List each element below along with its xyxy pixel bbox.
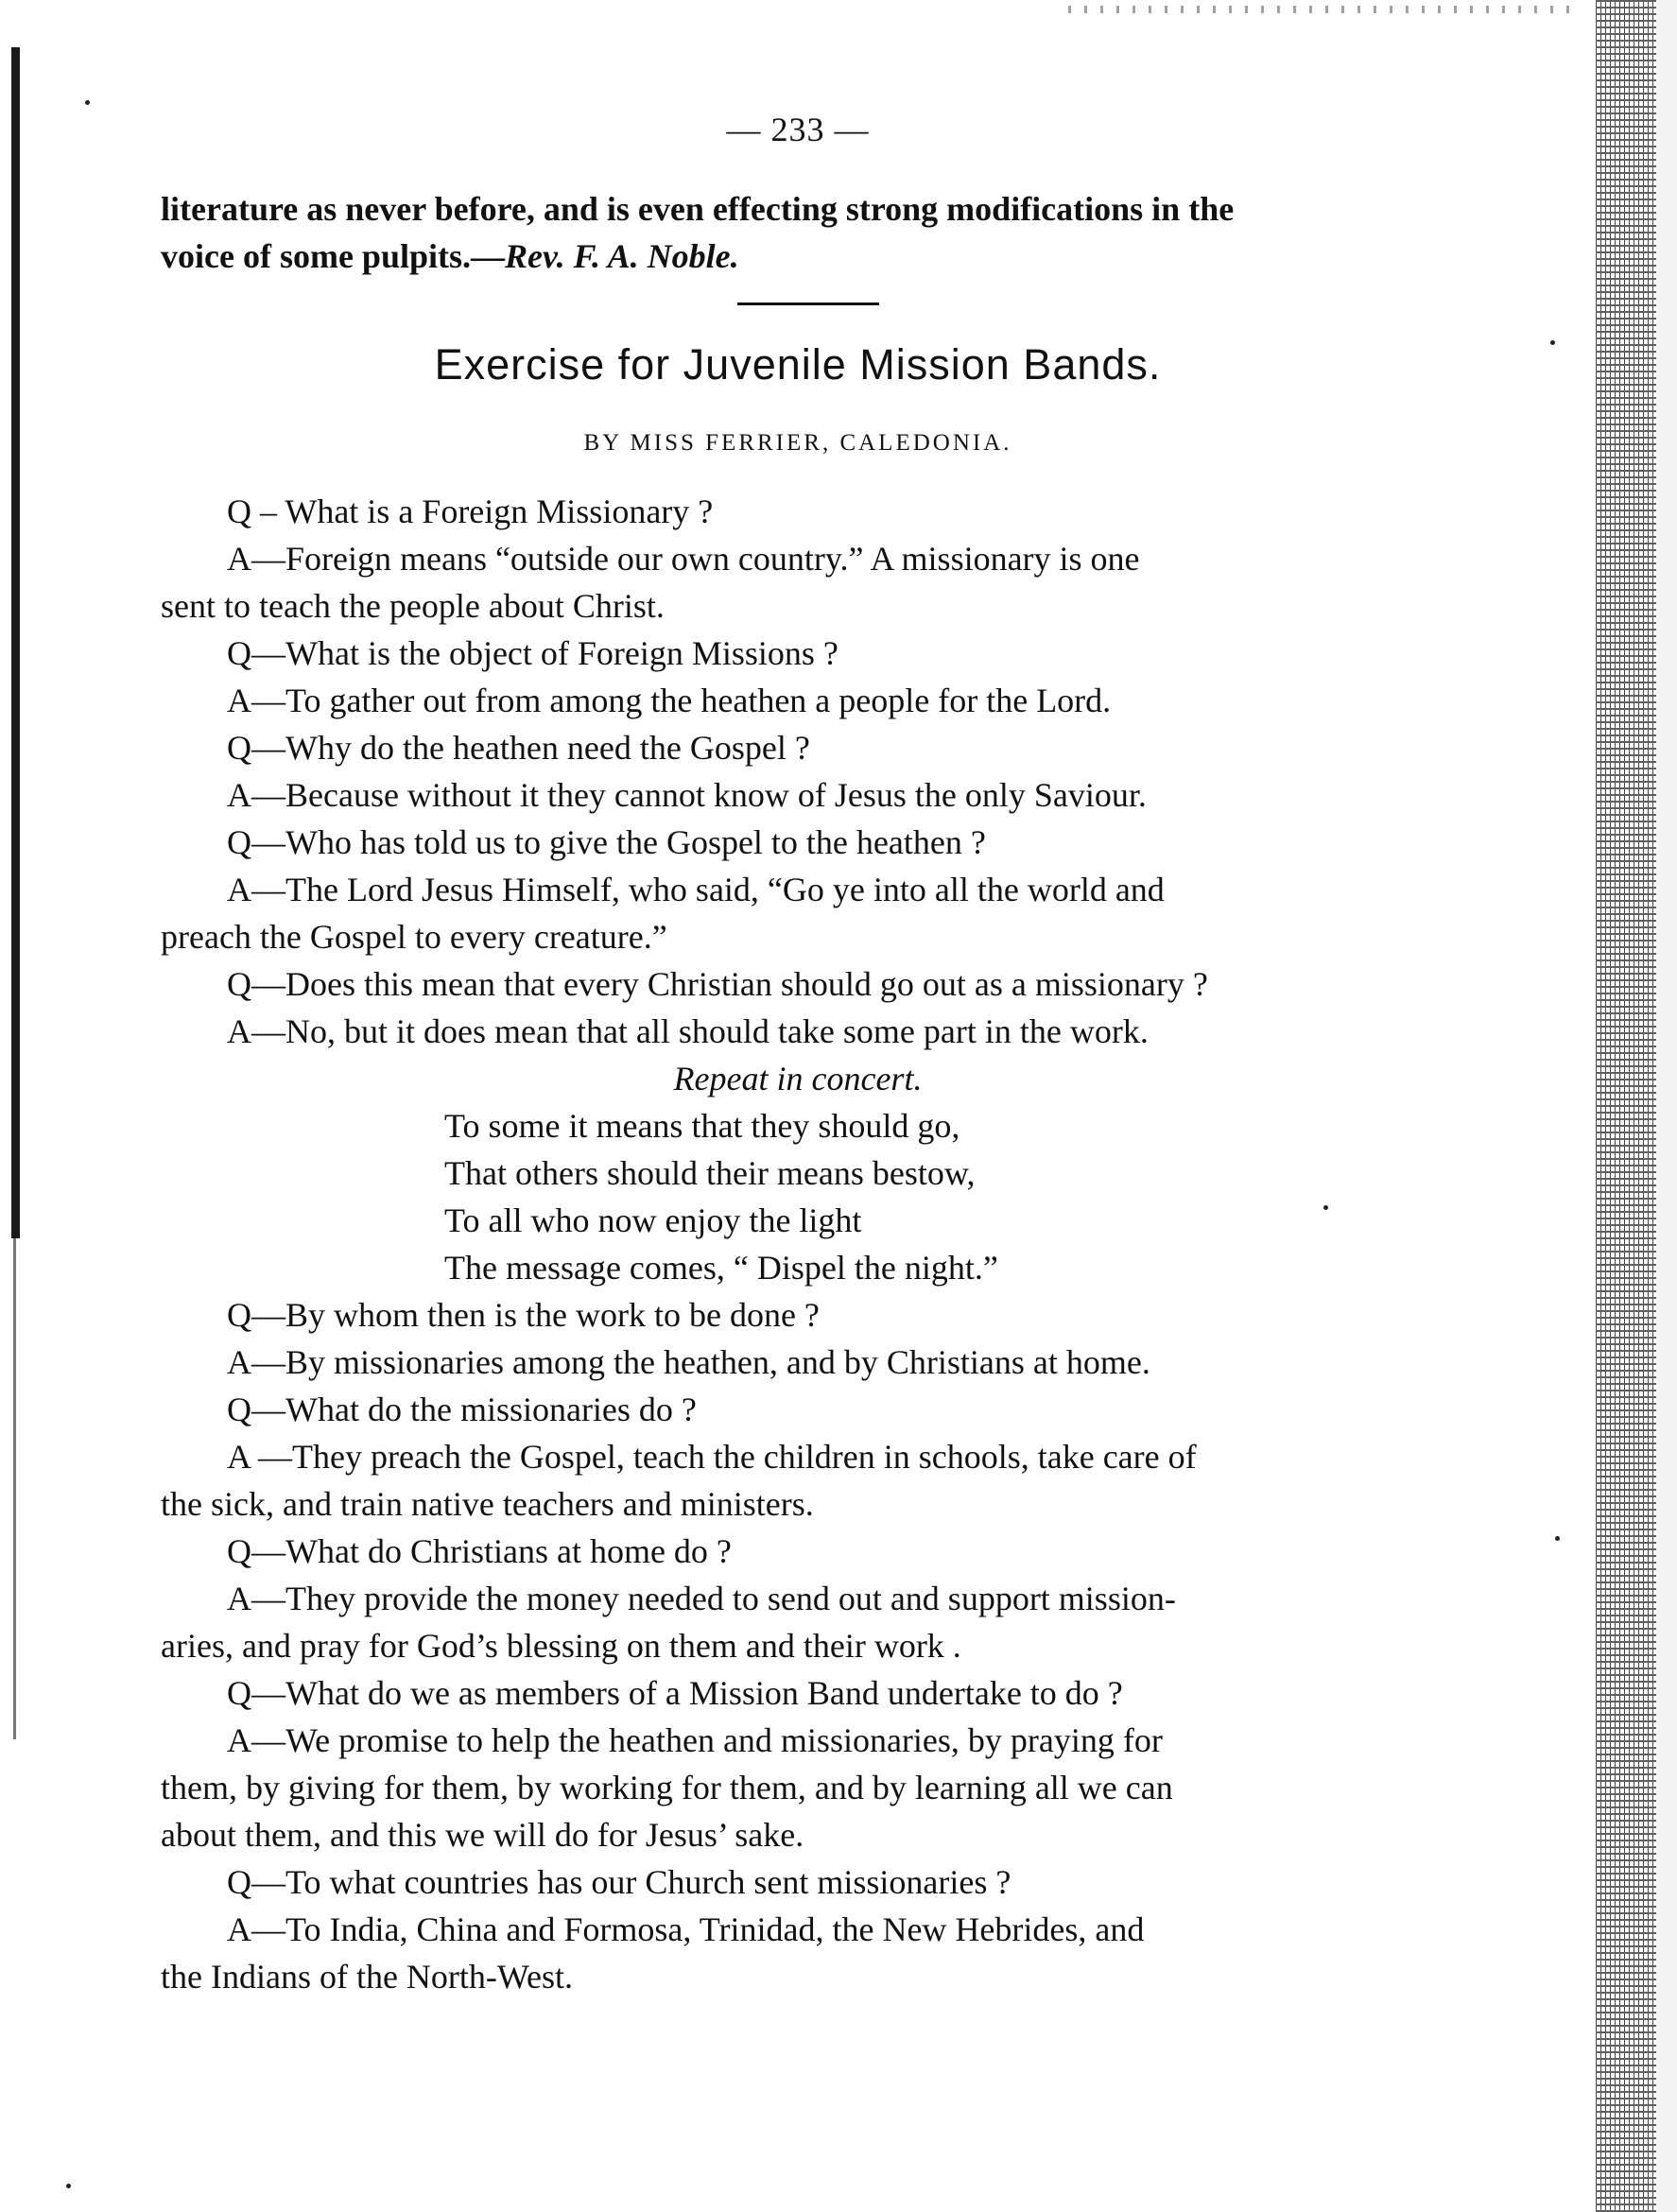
qa-line: them, by giving for them, by working for them, and by learning all we can xyxy=(161,1769,1173,1806)
qa-line: A—Foreign means “outside our own country.” A missionary is one xyxy=(227,540,1140,578)
qa-line: the Indians of the North-West. xyxy=(161,1958,573,1996)
qa-line: Q—What is the object of Foreign Missions ? xyxy=(227,634,838,672)
qa-line: Q—What do we as members of a Mission Band undertake to do ? xyxy=(227,1674,1123,1712)
qa-line: Q—What do Christians at home do ? xyxy=(227,1532,732,1570)
lead-in-line-1: literature as never before, and is even effecting strong modifications in the xyxy=(161,190,1235,228)
qa-line: Q—Who has told us to give the Gospel to the heathen ? xyxy=(227,823,986,861)
qa-line: A—To gather out from among the heathen a people for the Lord. xyxy=(227,682,1112,719)
qa-line: Q – What is a Foreign Missionary ? xyxy=(227,493,714,530)
article-title: Exercise for Juvenile Mission Bands. xyxy=(434,340,1162,389)
qa-line: A —They preach the Gospel, teach the children in schools, take care of xyxy=(227,1438,1197,1476)
qa-line: A—No, but it does mean that all should take some part in the work. xyxy=(227,1012,1149,1050)
qa-line: A—They provide the money needed to send out and support mission- xyxy=(227,1580,1176,1617)
qa-line: preach the Gospel to every creature.” xyxy=(161,918,667,956)
verse-line: That others should their means bestow, xyxy=(444,1154,976,1192)
qa-line: sent to teach the people about Christ. xyxy=(161,587,665,625)
section-divider xyxy=(737,302,879,305)
qa-line: A—To India, China and Formosa, Trinidad, the New Hebrides, and xyxy=(227,1910,1145,1948)
qa-line: Q—To what countries has our Church sent missionaries ? xyxy=(227,1863,1011,1901)
article-byline: BY MISS FERRIER, CALEDONIA. xyxy=(583,430,1012,456)
qa-line: the sick, and train native teachers and ministers. xyxy=(161,1485,814,1523)
qa-line: A—We promise to help the heathen and missionaries, by praying for xyxy=(227,1721,1163,1759)
scan-right-margin xyxy=(1656,0,1677,2212)
verse-line: The message comes, “ Dispel the night.” xyxy=(444,1249,998,1287)
verse-line: To some it means that they should go, xyxy=(444,1107,960,1145)
speck xyxy=(66,2184,71,2188)
scan-left-edge-faint xyxy=(13,1238,16,1739)
lead-in-text: voice of some pulpits.— xyxy=(161,237,505,275)
lead-in-attribution: Rev. F. A. Noble. xyxy=(505,237,739,275)
qa-line: Q—By whom then is the work to be done ? xyxy=(227,1296,820,1334)
qa-line: A—By missionaries among the heathen, and by Christians at home. xyxy=(227,1343,1150,1381)
qa-line: A—The Lord Jesus Himself, who said, “Go ye into all the world and xyxy=(227,871,1165,908)
qa-line: about them, and this we will do for Jesus’ sake. xyxy=(161,1816,804,1854)
concert-heading: Repeat in concert. xyxy=(673,1060,923,1097)
qa-line: Q—Why do the heathen need the Gospel ? xyxy=(227,729,810,767)
qa-line: Q—Does this mean that every Christian should go out as a missionary ? xyxy=(227,965,1208,1003)
scan-top-speckle xyxy=(1068,6,1579,13)
page-number: — 233 — xyxy=(726,111,870,148)
qa-line: Q—What do the missionaries do ? xyxy=(227,1391,697,1428)
qa-line: aries, and pray for God’s blessing on them and their work . xyxy=(161,1627,961,1665)
lead-in-line-2 xyxy=(161,233,739,280)
qa-line: A—Because without it they cannot know of Jesus the only Saviour. xyxy=(227,776,1147,814)
speck xyxy=(1555,1536,1560,1541)
scan-right-edge xyxy=(1596,0,1656,2212)
speck xyxy=(1323,1205,1328,1210)
verse-line: To all who now enjoy the light xyxy=(444,1201,862,1239)
speck xyxy=(85,100,90,105)
